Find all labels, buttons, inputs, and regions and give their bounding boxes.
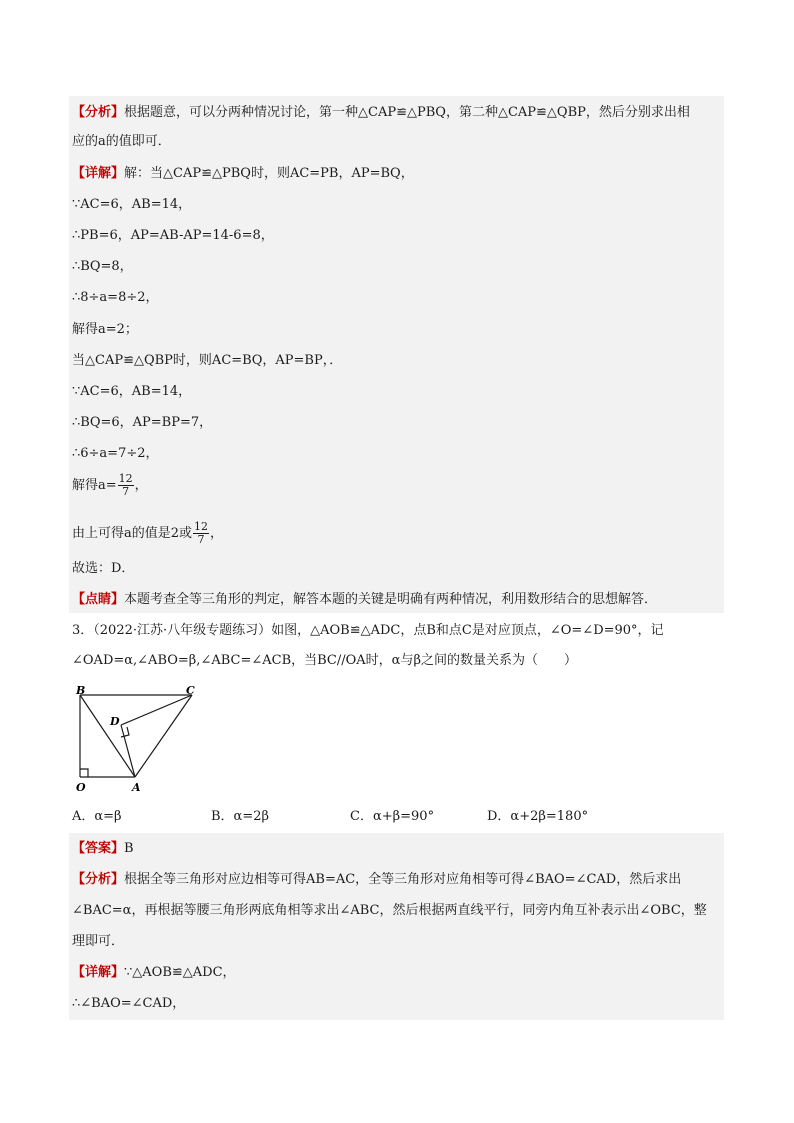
fraction-numerator: 12 xyxy=(194,520,209,533)
analysis-3-line-2: ∠BAC=α，再根据等腰三角形两底角相等求出∠ABC，然后根据两直线平行，同旁内角互补表示出∠OBC，整 xyxy=(72,903,707,918)
choice-line: 故选：D． xyxy=(72,561,135,576)
analysis-3-tag: 【分析】 xyxy=(72,872,125,887)
label-C: C xyxy=(186,684,195,697)
detail-line-9: ∴BQ=6，AP=BP=7， xyxy=(72,415,213,430)
label-A: A xyxy=(132,781,141,794)
analysis-3-line-1 xyxy=(72,870,681,890)
detail-text-1: 解：当△CAP≌△PBQ时，则AC=PB，AP=BQ， xyxy=(124,166,414,181)
detail-line-1 xyxy=(72,164,414,184)
detail-3-tag: 【详解】 xyxy=(72,965,125,980)
detail-line-5: ∴8÷a=8÷2， xyxy=(72,290,159,305)
detail-line-7: 当△CAP≌△QBP时，则AC=BQ，AP=BP，． xyxy=(72,353,343,368)
option-b[interactable]: B．α=2β xyxy=(211,809,270,824)
analysis-3-line-3: 理即可． xyxy=(72,934,125,949)
question-3-line-1: 3．（2022·江苏·八年级专题练习）如图，△AOB≌△ADC，点B和点C是对应顶点，∠O=∠D=90°，记 xyxy=(72,623,664,638)
analysis-line-1 xyxy=(72,103,690,123)
comment-tag: 【点睛】 xyxy=(72,592,125,607)
conclusion-comma: ， xyxy=(210,526,224,541)
label-D: D xyxy=(110,715,120,728)
detail-line-4: ∴BQ=8， xyxy=(72,259,133,274)
fraction-12-7 xyxy=(118,473,134,498)
detail-line-8: ∵AC=6，AB=14， xyxy=(72,384,192,399)
geometry-figure xyxy=(72,683,212,798)
label-B: B xyxy=(76,684,86,697)
option-d[interactable]: D．α+2β=180° xyxy=(487,809,589,824)
analysis-3-text-1: 根据全等三角形对应边相等可得AB=AC，全等三角形对应角相等可得∠BAO=∠CAD，然后求出 xyxy=(124,872,682,887)
answer-tag: 【答案】 xyxy=(72,841,125,856)
analysis-tag: 【分析】 xyxy=(72,105,125,120)
option-a[interactable]: A．α=β xyxy=(72,809,122,824)
comment-text: 本题考查全等三角形的判定，解答本题的关键是明确有两种情况，利用数形结合的思想解答． xyxy=(124,592,658,607)
solve-text: 解得a= xyxy=(72,478,117,493)
analysis-text-1: 根据题意，可以分两种情况讨论，第一种△CAP≌△PBQ，第二种△CAP≌△QBP，然后分别求出相 xyxy=(124,105,690,120)
option-c[interactable]: C．α+β=90° xyxy=(350,809,435,824)
detail-line-12 xyxy=(72,521,223,546)
detail-3-line-1 xyxy=(72,963,236,983)
solve-comma: ， xyxy=(134,478,148,493)
analysis-line-2: 应的a的值即可． xyxy=(72,134,171,149)
question-3-line-2: ∠OAD=α,∠ABO=β,∠ABC=∠ACB，当BC//OA时，α与β之间的数量关系为（ ） xyxy=(72,653,577,668)
comment-line xyxy=(72,590,657,610)
detail-tag: 【详解】 xyxy=(72,166,125,181)
solution-3-background xyxy=(69,833,724,1020)
fraction-denominator: 7 xyxy=(197,533,205,546)
detail-3-text-1: ∵△AOB≌△ADC， xyxy=(124,965,236,980)
fraction-12-7 xyxy=(193,521,209,546)
label-O: O xyxy=(76,781,86,794)
fraction-denominator: 7 xyxy=(122,485,130,498)
conclusion-text: 由上可得a的值是2或 xyxy=(72,526,193,541)
detail-line-10: ∴6÷a=7÷2， xyxy=(72,446,159,461)
answer-value: B xyxy=(124,841,134,856)
answer-line xyxy=(72,839,134,859)
detail-line-3: ∴PB=6，AP=AB-AP=14-6=8， xyxy=(72,228,274,243)
fraction-numerator: 12 xyxy=(118,472,133,485)
detail-3-line-2: ∴∠BAO=∠CAD， xyxy=(72,996,186,1011)
detail-line-6: 解得a=2； xyxy=(72,322,138,337)
detail-line-11 xyxy=(72,473,148,498)
detail-line-2: ∵AC=6，AB=14， xyxy=(72,197,192,212)
